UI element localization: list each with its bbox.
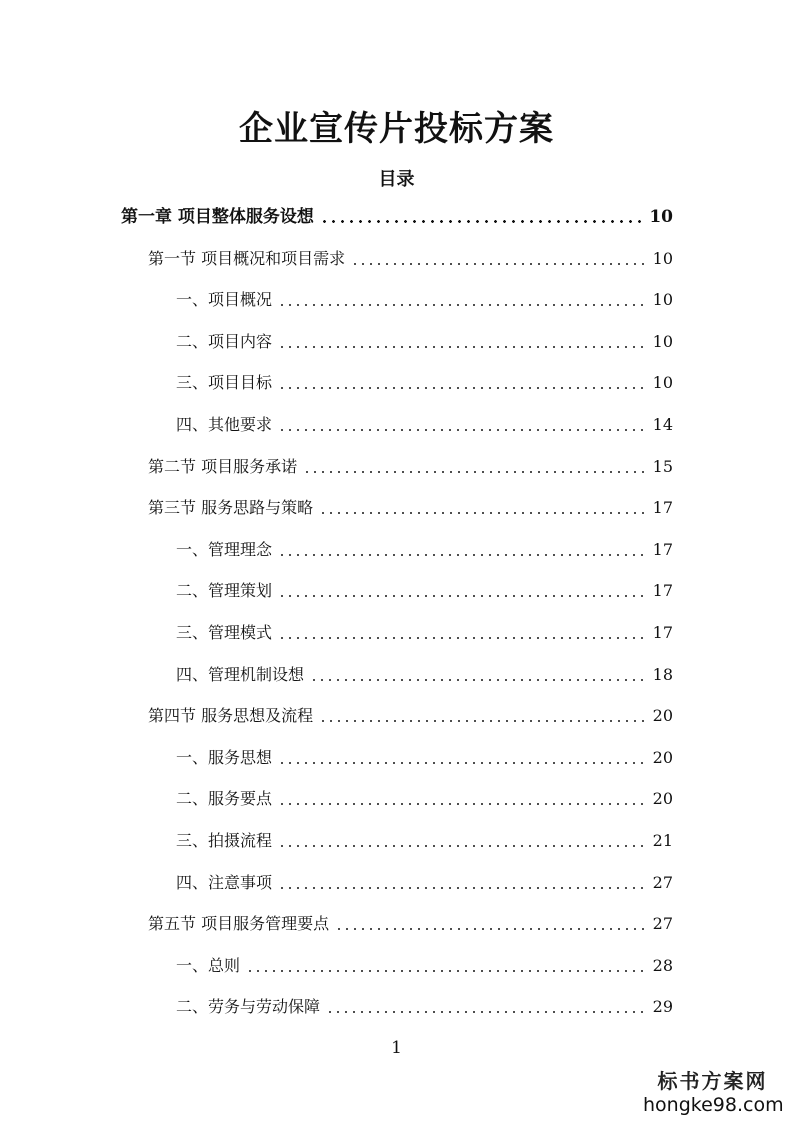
toc-entry-label: 一、项目概况 (176, 290, 273, 310)
toc-dot-leader (278, 762, 647, 764)
toc-dot-leader (319, 512, 647, 514)
toc-entry[interactable] (148, 699, 673, 727)
toc-entry[interactable] (176, 366, 673, 394)
toc-entry[interactable] (176, 616, 673, 644)
toc-entry-page: 10 (649, 207, 673, 227)
toc-entry-label: 一、管理理念 (176, 539, 273, 559)
toc-entry[interactable] (176, 658, 673, 686)
toc-dot-leader (278, 304, 647, 306)
toc-entry-page: 18 (652, 664, 673, 684)
toc-entry[interactable] (176, 533, 673, 561)
toc-entry-label: 第五节 项目服务管理要点 (148, 914, 330, 934)
toc-entry-page: 15 (652, 456, 673, 476)
toc-entry[interactable] (148, 450, 673, 478)
toc-entry-label: 二、服务要点 (176, 789, 273, 809)
toc-entry[interactable] (176, 824, 673, 852)
toc-entry-label: 第一节 项目概况和项目需求 (148, 248, 346, 268)
toc-heading: 目录 (378, 169, 415, 190)
toc-entry[interactable] (148, 491, 673, 519)
toc-entry-page: 17 (652, 498, 673, 518)
toc-entry-label: 三、拍摄流程 (176, 831, 273, 850)
toc-entry[interactable] (176, 325, 673, 353)
toc-dot-leader (278, 887, 647, 889)
toc-dot-leader (335, 928, 647, 930)
toc-entry-label: 三、项目目标 (176, 373, 273, 393)
toc-entry-label: 四、注意事项 (176, 872, 273, 892)
toc-dot-leader (319, 720, 647, 722)
toc-dot-leader (278, 387, 647, 389)
toc-entry-page: 10 (652, 248, 673, 268)
toc-entry[interactable] (121, 200, 673, 228)
toc-entry[interactable] (176, 283, 673, 311)
toc-entry-label: 二、劳务与劳动保障 (176, 997, 321, 1017)
toc-dot-leader (351, 263, 647, 265)
toc-dot-leader (303, 471, 647, 473)
toc-entry[interactable] (176, 866, 673, 894)
toc-dot-leader (278, 554, 647, 556)
toc-dot-leader (278, 595, 647, 597)
toc-entry-label: 一、总则 (176, 955, 241, 975)
toc-entry-label: 第一章 项目整体服务设想 (121, 207, 314, 227)
toc-entry-page: 10 (652, 331, 673, 351)
toc-entry-page: 14 (652, 415, 673, 434)
toc-entry-label: 三、管理模式 (176, 623, 273, 642)
toc-entry-page: 21 (652, 831, 673, 850)
toc-entry-label: 第三节 服务思路与策略 (148, 498, 314, 518)
toc-entry-page: 20 (652, 747, 673, 767)
toc-entry[interactable] (176, 574, 673, 602)
toc-entry-page: 27 (652, 914, 673, 934)
toc-entry-page: 17 (652, 623, 673, 642)
toc-entry-label: 四、管理机制设想 (176, 664, 305, 684)
document-title: 企业宣传片投标方案 (239, 109, 554, 149)
toc-entry[interactable] (176, 741, 673, 769)
toc-dot-leader (326, 1011, 647, 1013)
toc-entry[interactable] (148, 242, 673, 270)
toc-entry[interactable] (148, 907, 673, 935)
toc-entry-page: 20 (652, 706, 673, 726)
toc-dot-leader (278, 803, 647, 805)
toc-dot-leader (278, 637, 647, 639)
toc-dot-leader (278, 346, 647, 348)
toc-entry[interactable] (176, 990, 673, 1018)
toc-entry-label: 四、其他要求 (176, 415, 273, 434)
toc-entry-label: 第四节 服务思想及流程 (148, 706, 314, 726)
toc-entry-page: 17 (652, 581, 673, 601)
toc-entry-label: 二、项目内容 (176, 331, 273, 351)
toc-entry-page: 17 (652, 539, 673, 559)
toc-entry[interactable] (176, 949, 673, 977)
watermark-url: hongke98.com (643, 1094, 784, 1116)
toc-dot-leader (246, 970, 647, 972)
toc-entry-page: 27 (652, 872, 673, 892)
toc-entry-page: 20 (652, 789, 673, 809)
toc-entry-label: 一、服务思想 (176, 747, 273, 767)
toc-entry-label: 第二节 项目服务承诺 (148, 456, 298, 476)
toc-entry-page: 29 (652, 997, 673, 1017)
toc-dot-leader (310, 679, 647, 681)
toc-entry-page: 28 (652, 955, 673, 975)
toc-entry-label: 二、管理策划 (176, 581, 273, 601)
toc-entry[interactable] (176, 408, 673, 436)
toc-dot-leader (278, 845, 647, 847)
toc-dot-leader (278, 429, 647, 431)
toc-entry[interactable] (176, 782, 673, 810)
toc-dot-leader (320, 220, 643, 223)
page-number: 1 (391, 1038, 402, 1058)
toc-entry-page: 10 (652, 373, 673, 393)
watermark-site-name: 标书方案网 (657, 1069, 768, 1093)
toc-entry-page: 10 (652, 290, 673, 310)
